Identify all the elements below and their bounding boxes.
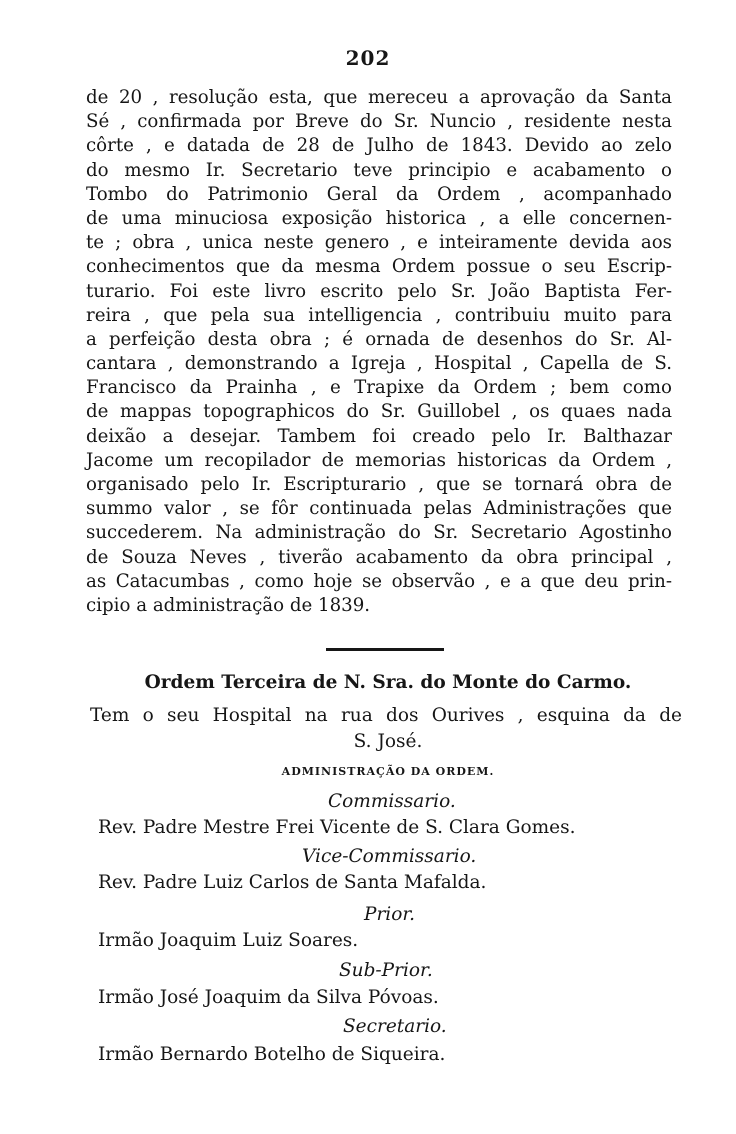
paragraph-line: Tombo do Patrimonio Geral da Ordem , acompanhado <box>86 183 672 205</box>
officer-name: Irmão Joaquim Luiz Soares. <box>98 930 359 951</box>
officer-name: Irmão José Joaquim da Silva Póvoas. <box>98 987 439 1008</box>
administration-heading: ADMINISTRAÇÃO DA ORDEM. <box>281 765 495 778</box>
paragraph-line: a perfeição desta obra ; é ornada de desenhos do Sr. Al- <box>86 328 672 350</box>
paragraph-line: succederem. Na administração do Sr. Secretario Agostinho <box>86 522 672 544</box>
officer-role: Prior. <box>364 904 416 925</box>
paragraph-line: de uma minuciosa exposição historica , a elle concernen- <box>86 207 672 229</box>
hospital-address-line: Tem o seu Hospital na rua dos Ourives , esquina da de <box>90 705 682 726</box>
paragraph-line: summo valor , se fôr continuada pelas Administrações que <box>86 498 672 520</box>
officer-name: Rev. Padre Luiz Carlos de Santa Mafalda. <box>98 872 487 893</box>
paragraph-line: Jacome um recopilador de memorias historicas da Ordem , <box>86 449 672 471</box>
hospital-address-line: S. José. <box>353 731 423 752</box>
paragraph-line: reira , que pela sua intelligencia , contribuiu muito para <box>86 304 672 326</box>
officer-name: Rev. Padre Mestre Frei Vicente de S. Clara Gomes. <box>98 817 576 838</box>
paragraph-line: Sé , confirmada por Breve do Sr. Nuncio , residente nesta <box>86 111 672 133</box>
paragraph-line: de mappas topographicos do Sr. Guillobel , os quaes nada <box>86 401 672 423</box>
paragraph-line: côrte , e datada de 28 de Julho de 1843. Devido ao zelo <box>86 135 672 157</box>
officer-role: Secretario. <box>343 1016 447 1037</box>
officer-role: Commissario. <box>328 791 456 812</box>
officer-name: Irmão Bernardo Botelho de Siqueira. <box>98 1044 446 1065</box>
officer-role: Sub-Prior. <box>339 960 433 981</box>
paragraph-line: as Catacumbas , como hoje se observão , e a que deu prin- <box>86 570 672 592</box>
paragraph-line: turario. Foi este livro escrito pelo Sr. João Baptista Fer- <box>86 280 672 302</box>
paragraph-line: de Souza Neves , tiverão acabamento da obra principal , <box>86 546 672 568</box>
officer-role: Vice-Commissario. <box>302 846 477 867</box>
paragraph-line: organisado pelo Ir. Escripturario , que se tornará obra de <box>86 474 672 495</box>
section-divider <box>326 648 444 651</box>
paragraph-line: de 20 , resolução esta, que mereceu a aprovação da Santa <box>86 87 672 108</box>
paragraph-line: cipio a administração de 1839. <box>86 594 371 616</box>
paragraph-line: conhecimentos que da mesma Ordem possue o seu Escrip- <box>86 256 672 278</box>
paragraph-line: Francisco da Prainha , e Trapixe da Ordem ; bem como <box>86 377 672 399</box>
paragraph-line: cantara , demonstrando a Igreja , Hospital , Capella de S. <box>86 353 672 375</box>
paragraph-line: deixão a desejar. Tambem foi creado pelo Ir. Balthazar <box>86 425 672 447</box>
paragraph-line: do mesmo Ir. Secretario teve principio e acabamento o <box>86 159 672 181</box>
paragraph-line: te ; obra , unica neste genero , e inteiramente devida aos <box>86 232 672 254</box>
page-number: 202 <box>345 46 391 70</box>
body-paragraph <box>86 86 672 618</box>
section-title: Ordem Terceira de N. Sra. do Monte do Carmo. <box>144 672 632 693</box>
